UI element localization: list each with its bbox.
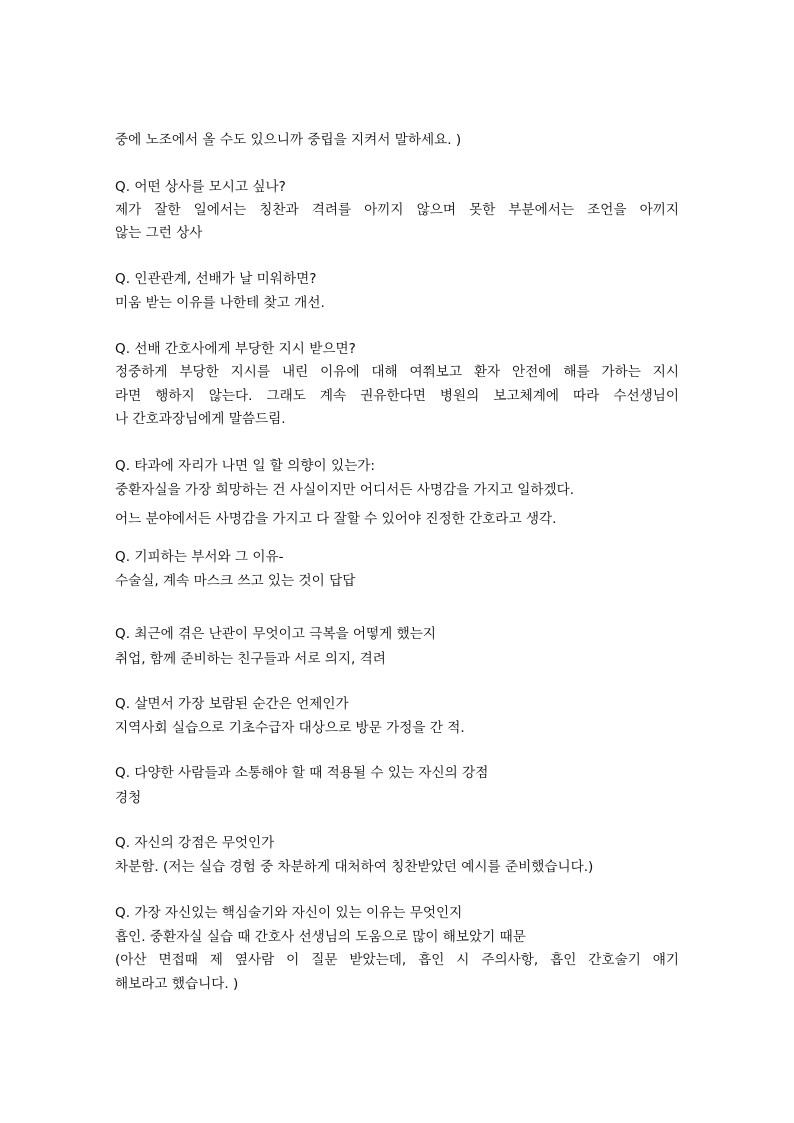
answer-line: 라면 행하지 않는다. 그래도 계속 권유한다면 병원의 보고체계에 따라 수선생님이 <box>115 388 679 404</box>
answer-line: 해보라고 했습니다. ) <box>115 976 239 992</box>
answer-line: 차분함. (저는 실습 경험 중 차분하게 대처하여 칭찬받았던 예시를 준비했습니다.) <box>115 859 594 875</box>
answer-line: 수술실, 계속 마스크 쓰고 있는 것이 답답 <box>115 573 356 589</box>
answer-line: 제가 잘한 일에서는 칭찬과 격려를 아끼지 않으며 못한 부분에서는 조언을 아끼지 <box>115 202 679 218</box>
answer-line: 나 간호과장님에게 말씀드림. <box>115 411 286 427</box>
question-line: Q. 어떤 상사를 모시고 싶나? <box>115 179 286 195</box>
question-line: Q. 최근에 겪은 난관이 무엇이고 극복을 어떻게 했는지 <box>115 626 437 642</box>
question-line: Q. 자신의 강점은 무엇인가 <box>115 835 275 851</box>
answer-line: 경청 <box>115 790 142 806</box>
answer-line: 않는 그런 상사 <box>115 225 203 241</box>
question-line: Q. 살면서 가장 보람된 순간은 언제인가 <box>115 696 349 712</box>
question-line: Q. 기피하는 부서와 그 이유- <box>115 549 284 565</box>
question-line: Q. 타과에 자리가 나면 일 할 의향이 있는가: <box>115 458 375 474</box>
answer-line: 취업, 함께 준비하는 친구들과 서로 의지, 격려 <box>115 651 386 667</box>
answer-line: 미움 받는 이유를 나한테 찾고 개선. <box>115 295 325 311</box>
answer-line: 중환자실을 가장 희망하는 건 사실이지만 어디서든 사명감을 가지고 일하겠다. <box>115 482 575 498</box>
question-line: Q. 가장 자신있는 핵심술기와 자신이 있는 이유는 무엇인지 <box>115 905 463 921</box>
answer-line: 정중하게 부당한 지시를 내린 이유에 대해 여쭤보고 환자 안전에 해를 가하는 지시 <box>115 364 679 380</box>
answer-line: 어느 분야에서든 사명감을 가지고 다 잘할 수 있어야 진정한 간호라고 생각. <box>115 511 557 527</box>
answer-line: 흡인. 중환자실 실습 때 간호사 선생님의 도움으로 많이 해보았기 때문 <box>115 929 526 945</box>
answer-line: 지역사회 실습으로 기초수급자 대상으로 방문 가정을 간 적. <box>115 720 465 736</box>
paragraph-line: 중에 노조에서 올 수도 있으니까 중립을 지켜서 말하세요. ) <box>115 132 462 148</box>
question-line: Q. 인관관계, 선배가 날 미워하면? <box>115 271 317 287</box>
answer-line: (아산 면접때 제 옆사람 이 질문 받았는데, 흡인 시 주의사항, 흡인 간호술기 얘기 <box>115 952 679 968</box>
question-line: Q. 다양한 사람들과 소통해야 할 때 적용될 수 있는 자신의 강점 <box>115 765 489 781</box>
question-line: Q. 선배 간호사에게 부당한 지시 받으면? <box>115 341 356 357</box>
